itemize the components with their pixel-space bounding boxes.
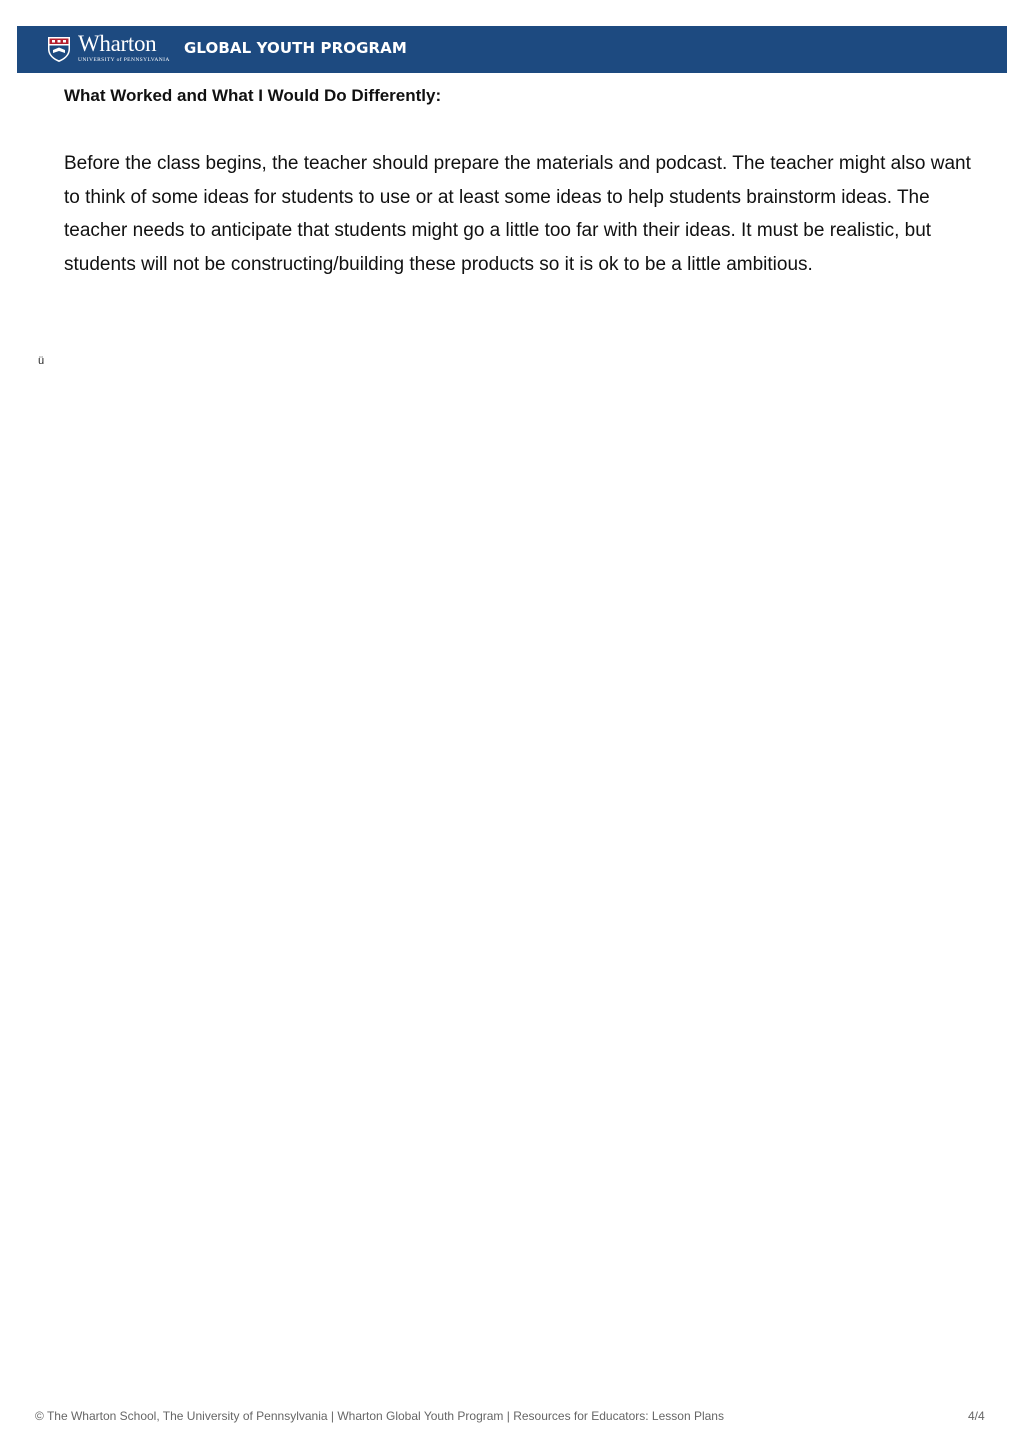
smiley-glyph: ü — [38, 355, 45, 367]
header-banner — [17, 26, 1007, 73]
wharton-subtitle: UNIVERSITY of PENNSYLVANIA — [78, 57, 170, 63]
footer-copyright: © The Wharton School, The University of Pennsylvania | Wharton Global Youth Program | Resources for Educators: Lesson Plans — [35, 1409, 724, 1423]
section-body: Before the class begins, the teacher should prepare the materials and podcast. The teacher might also want to think of some ideas for students to use or at least some ideas to help students brainstorm ideas. The teacher needs to anticipate that students might go a little too far with their ideas. It must be realistic, but students will not be constructing/building these products so it is ok to be a little ambitious. — [64, 153, 971, 275]
wharton-wordmark: Wharton — [78, 31, 157, 56]
program-name: GLOBAL YOUTH PROGRAM — [184, 39, 407, 57]
section-heading: What Worked and What I Would Do Differently: — [64, 86, 442, 105]
penn-shield-icon — [47, 36, 71, 63]
page-number: 4/4 — [968, 1409, 985, 1423]
